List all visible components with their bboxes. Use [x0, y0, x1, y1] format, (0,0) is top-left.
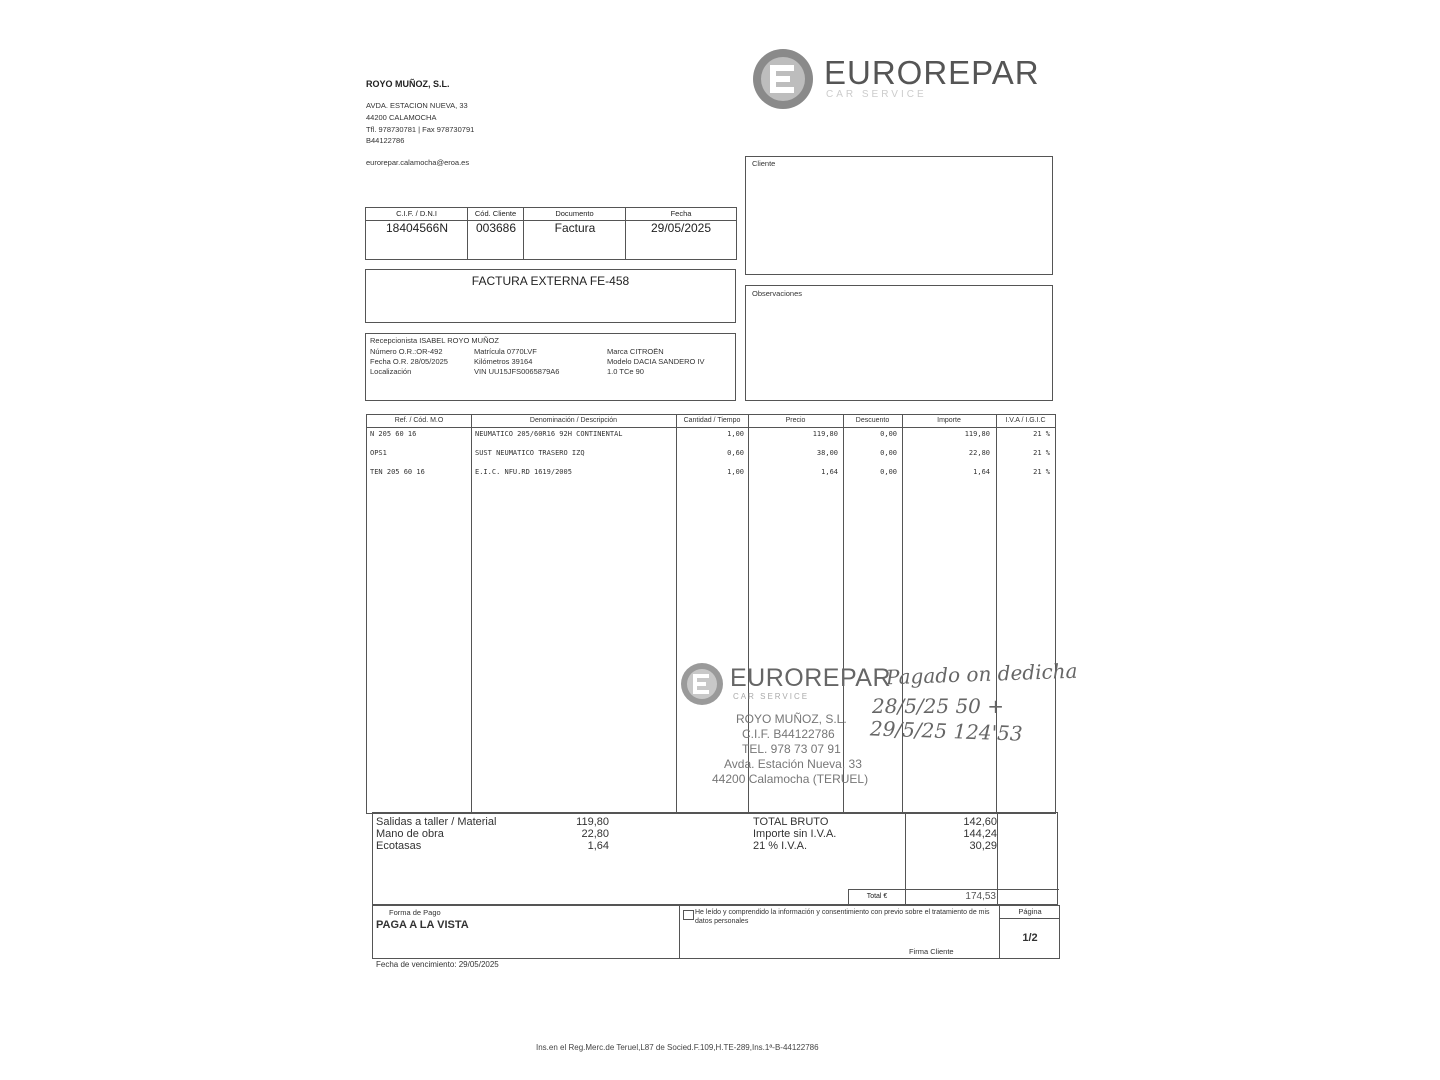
eurorepar-e-icon [752, 48, 814, 110]
row-desc: NEUMATICO 205/60R16 92H CONTINENTAL [475, 430, 623, 438]
hand-line-3: 29/5/25 124'53 [869, 716, 1023, 746]
stamp-city: 44200 Calamocha (TERUEL) [712, 772, 869, 786]
hand-line-1: Pagado on dedicha [885, 658, 1078, 690]
payment-box [372, 905, 1060, 959]
company-name: ROYO MUÑOZ, S.L. [366, 79, 450, 89]
row-price: 119,80 [812, 430, 838, 438]
payment-value: PAGA A LA VISTA [376, 919, 469, 931]
summary-ecotax-value: 1,64 [587, 840, 609, 852]
summary-labor-value: 22,80 [581, 828, 609, 840]
payment-label: Forma de Pago [389, 908, 441, 917]
row-qty: 0,60 [727, 449, 744, 457]
company-email: eurorepar.calamocha@eroa.es [366, 158, 470, 167]
summary-labor-label: Mano de obra [376, 828, 444, 840]
company-phone-fax: Tfl. 978730781 | Fax 978730791 [366, 125, 475, 134]
stamp-e-icon [680, 662, 724, 706]
reception-line: Recepcionista ISABEL ROYO MUÑOZ [370, 336, 499, 345]
row-qty: 1,00 [727, 468, 744, 476]
id-header-document: Documento [524, 208, 626, 259]
row-amount: 22,80 [968, 449, 990, 457]
invoice-title: FACTURA EXTERNA FE-458 [471, 274, 630, 288]
due-date: Fecha de vencimiento: 29/05/2025 [376, 960, 499, 969]
row-desc: SUST NEUMATICO TRASERO IZQ [475, 449, 585, 457]
items-table [366, 414, 1056, 814]
row-amount: 1,64 [973, 468, 990, 476]
reception-km: Kilómetros 39164 [474, 357, 533, 366]
summary-iva-value: 30,29 [969, 840, 997, 852]
summary-material-label: Salidas a taller / Material [376, 816, 497, 828]
company-address-2: 44200 CALAMOCHA [366, 113, 437, 122]
row-price: 38,00 [816, 449, 838, 457]
total-value: 174,53 [965, 891, 996, 902]
observaciones-box [745, 285, 1053, 401]
summary-iva-label: 21 % I.V.A. [753, 840, 808, 852]
row-disc: 0,00 [880, 449, 897, 457]
row-ref: TEN 205 60 16 [370, 468, 425, 476]
th-discount: Descuento [855, 417, 890, 424]
summary-gross-label: TOTAL BRUTO [753, 816, 829, 828]
row-disc: 0,00 [880, 430, 897, 438]
th-description: Denominación / Descripción [529, 417, 618, 424]
reception-plate: Matrícula 0770LVF [474, 347, 537, 356]
total-label: Total € [849, 890, 906, 904]
id-value-cif: 18404566N [385, 221, 449, 235]
row-price: 1,64 [821, 468, 838, 476]
row-qty: 1,00 [727, 430, 744, 438]
row-amount: 119,80 [964, 430, 990, 438]
reception-order-number: Número O.R.:OR-492 [370, 347, 443, 356]
id-box [365, 207, 737, 260]
stamp-tagline: CAR SERVICE [733, 692, 810, 701]
th-amount: Importe [937, 417, 961, 424]
consent-text: He leído y comprendido la información y consentimiento con previo sobre el tratamiento de mis datos personales [695, 909, 990, 925]
footer-registry: Ins.en el Reg.Merc.de Teruel,L87 de Socied.F.109,H.TE-289,Ins.1ª-B-44122786 [536, 1043, 819, 1052]
company-address-1: AVDA. ESTACION NUEVA, 33 [366, 101, 468, 110]
hand-line-2: 28/5/25 50 + [872, 694, 1005, 718]
consent-checkbox[interactable] [683, 910, 694, 920]
th-ref: Ref. / Cód. M.O [394, 417, 444, 424]
cliente-box [745, 156, 1053, 275]
stamp-name: ROYO MUÑOZ, S.L. [736, 712, 847, 726]
page-value: 1/2 [1022, 932, 1038, 944]
row-iva: 21 % [1033, 430, 1050, 438]
logo-tagline: CAR SERVICE [826, 89, 927, 100]
th-quantity: Cantidad / Tiempo [683, 417, 741, 424]
stamp-brand: EUROREPAR [730, 664, 892, 692]
row-ref: N 205 60 16 [370, 430, 417, 438]
reception-engine: 1.0 TCe 90 [607, 367, 644, 376]
company-cif: B44122786 [366, 136, 405, 145]
page-label: Página [1018, 907, 1042, 916]
reception-vin: VIN UU15JFS0065879A6 [474, 367, 560, 376]
cliente-label: Cliente [752, 159, 776, 168]
client-signature-label: Firma Cliente [909, 947, 954, 956]
stamp-tel: TEL. 978 73 07 91 [742, 742, 841, 756]
total-row [848, 889, 1059, 904]
id-value-date: 29/05/2025 [650, 221, 712, 235]
id-value-document: Factura [554, 221, 596, 235]
row-desc: E.I.C. NFU.RD 1619/2005 [475, 468, 572, 476]
stamp-cif: C.I.F. B44122786 [742, 727, 835, 741]
reception-box [365, 333, 736, 401]
id-value-client: 003686 [475, 221, 517, 235]
summary-net-label: Importe sin I.V.A. [753, 828, 837, 840]
stamp-address: Avda. Estación Nueva, 33 [724, 757, 862, 771]
row-ref: OPS1 [370, 449, 387, 457]
reception-model: Modelo DACIA SANDERO IV [607, 357, 705, 366]
reception-order-date: Fecha O.R. 28/05/2025 [370, 357, 448, 366]
summary-ecotax-label: Ecotasas [376, 840, 422, 852]
id-header-client: Cód. Cliente [468, 208, 524, 259]
summary-material-value: 119,80 [576, 816, 609, 828]
id-header-date: Fecha [670, 209, 692, 218]
reception-location: Localización [370, 367, 412, 376]
row-iva: 21 % [1033, 449, 1050, 457]
row-iva: 21 % [1033, 468, 1050, 476]
invoice-title-box [365, 269, 736, 323]
id-header-cif: C.I.F. / D.N.I [366, 208, 468, 259]
th-iva: I.V.A / I.G.I.C [1005, 417, 1046, 424]
th-price: Precio [785, 417, 806, 424]
summary-box [372, 812, 1058, 905]
row-disc: 0,00 [880, 468, 897, 476]
logo-brand: EUROREPAR [824, 54, 1040, 91]
reception-brand: Marca CITROËN [607, 347, 664, 356]
summary-net-value: 144,24 [963, 828, 997, 840]
observaciones-label: Observaciones [752, 289, 803, 298]
summary-gross-value: 142,60 [963, 816, 997, 828]
